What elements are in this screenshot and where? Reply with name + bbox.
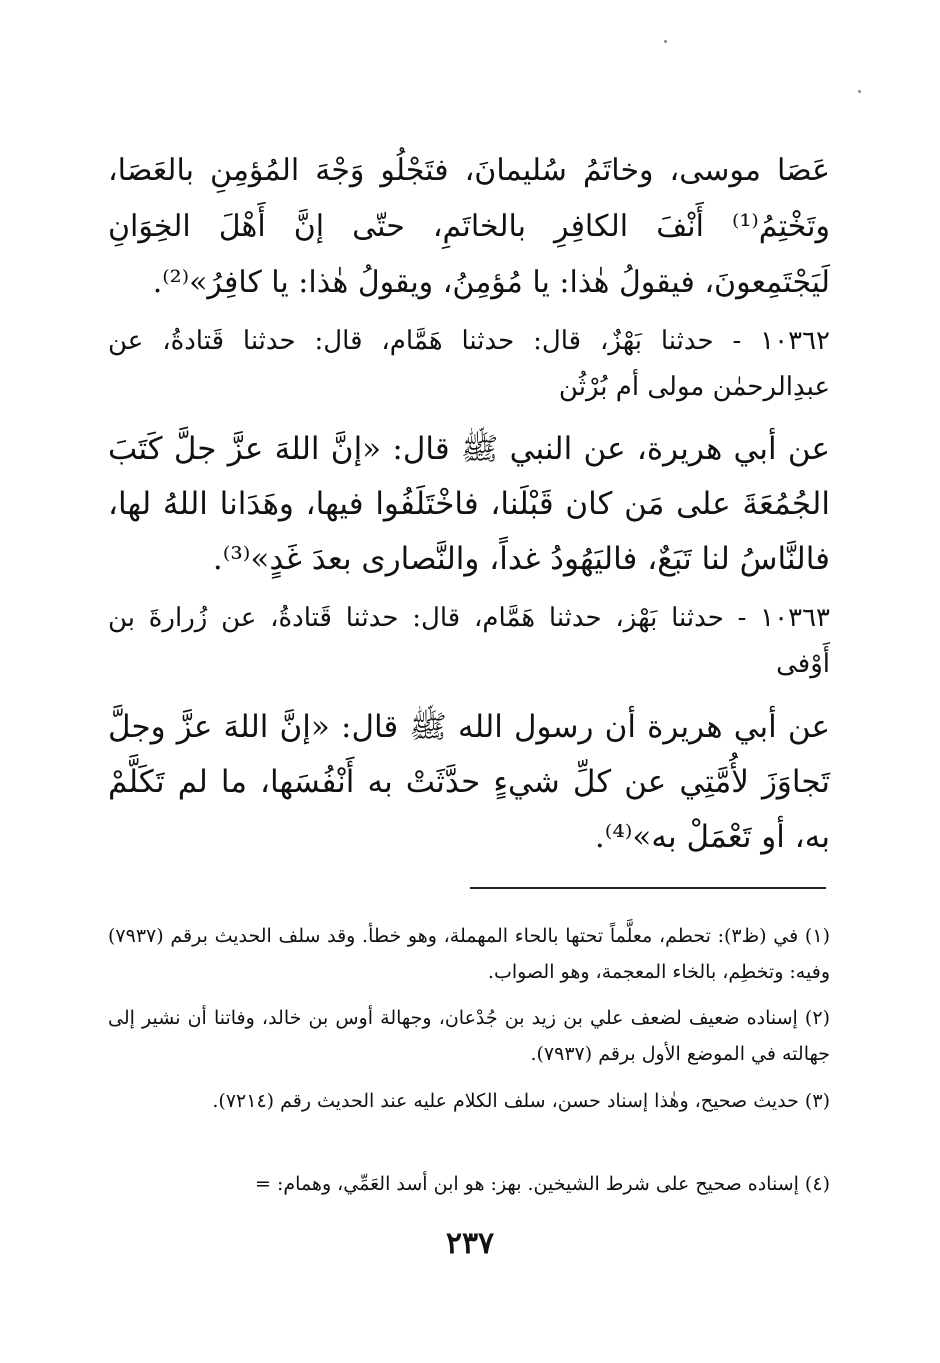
hadith-10363-text: عن أبي هريرة أن رسول الله ﷺ قال: «إنَّ اللهَ عزَّ وجلَّ تَجاوَزَ لأُمَّتِي عن كلِّ شيءٍ حدَّثَتْ به أَنْفُسَها، ما لم تَكَلَّمْ به، أو تَعْمَلْ به»⁽⁴⁾. [108,709,830,855]
scan-speck [858,90,861,93]
hadith-10362-text: عن أبي هريرة، عن النبي ﷺ قال: «إنَّ اللهَ عزَّ جلَّ كَتَبَ الجُمُعَةَ على مَن كان قَبْلَنا، فاخْتَلَفُوا فيها، وهَدَانا اللهُ لها، فالنَّاسُ لنا تَبَعٌ، فاليَهُودُ غداً، والنَّصارى بعدَ غَدٍ»⁽³⁾. [108,431,830,577]
hadith-10363-isnad: ١٠٣٦٣ - حدثنا بَهْز، حدثنا هَمَّام، قال: حدثنا قَتادةُ، عن زُرارةَ بن أَوْفى [108,603,830,679]
footnote-4: (٤) إسناده صحيح على شرط الشيخين. بهز: هو ابن أسد العَمِّي، وهمام: = [255,1173,830,1195]
page-number: ٢٣٧ [445,1226,495,1261]
footnote-1: (١) في (ظ٣): تحطم، معلَّماً تحتها بالحاء المهملة، وهو خطأ. وقد سلف الحديث برقم (٧٩٣٧) وفيه: وتخطِم، بالخاء المعجمة، وهو الصواب. [108,925,830,983]
continued-paragraph: عَصَا موسى، وخاتَمُ سُليمانَ، فتَجْلُو وَجْهَ المُؤمِنِ بالعَصَا، وتَخْتِمُ⁽¹⁾ أَنْفَ الكافِرِ بالخاتَمِ، حتّى إنَّ أَهْلَ الخِوَانِ لَيَجْتَمِعونَ، فيقولُ هٰذا: يا مُؤمِنُ، ويقولُ هٰذا: يا كافِرُ»⁽²⁾. [108,153,830,300]
hadith-10362-isnad: ١٠٣٦٢ - حدثنا بَهْزٌ، قال: حدثنا هَمَّام، قال: حدثنا قَتادةُ، عن عبدِالرحمٰن مولى أم بُرْثُن [108,326,830,402]
footnote-3: (٣) حديث صحيح، وهٰذا إسناد حسن، سلف الكلام عليه عند الحديث رقم (٧٢١٤). [212,1090,830,1112]
footnote-separator [470,887,826,889]
scan-speck [664,40,667,43]
footnote-2: (٢) إسناده ضعيف لضعف علي بن زيد بن جُدْعان، وجهالة أوس بن خالد، وفاتنا أن نشير إلى جهالته في الموضع الأول برقم (٧٩٣٧). [108,1007,830,1065]
